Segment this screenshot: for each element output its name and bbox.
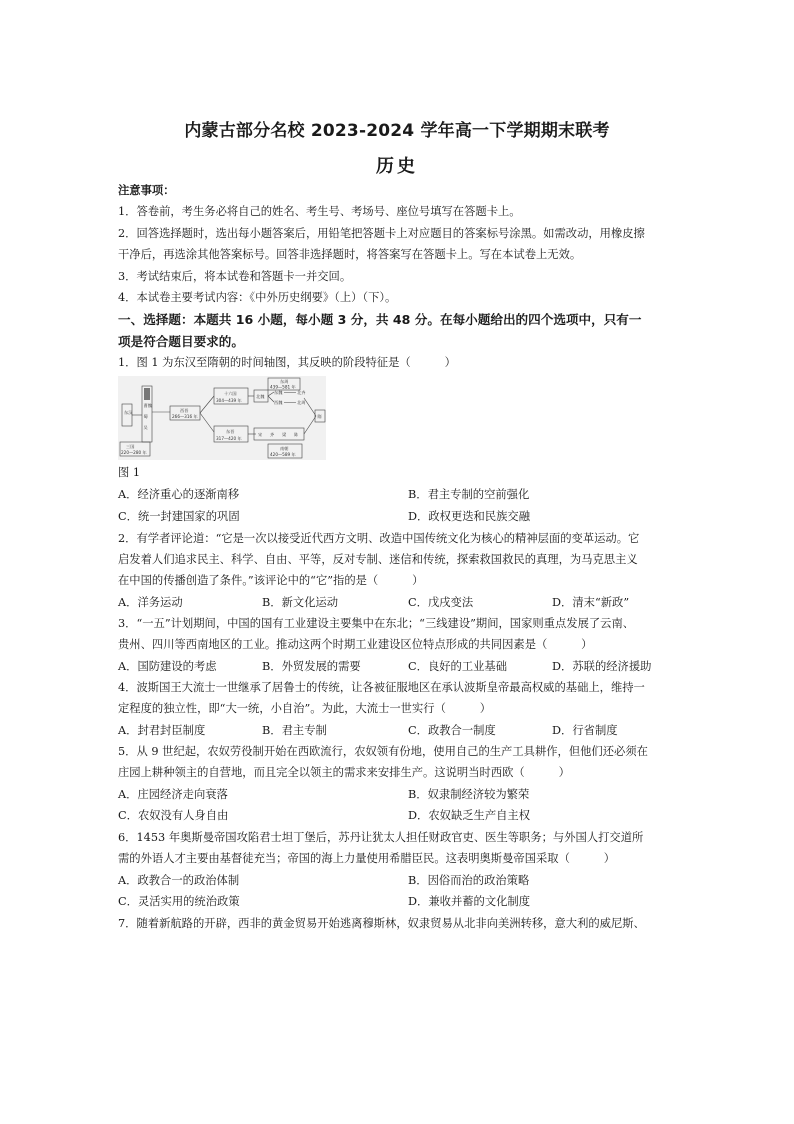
q4-option-b: B．君主专制 [262,724,327,737]
figure-label: 304—439 年 [216,398,242,403]
q3-option-a: A．国防建设的考虑 [118,660,217,673]
question-5-stem: 庄园上耕种领主的自营地，而且完全以领主的需求来安排生产。这说明当时西欧（ ） [118,766,570,779]
figure-label: 十六国 [224,391,237,396]
question-2-stem: 在中国的传播创造了条件。”该评论中的“它”指的是（ ） [118,574,424,587]
q2-option-a: A．洋务运动 [118,596,183,609]
figure-label: 隋 [317,414,322,419]
section-heading: 项是符合题目要求的。 [118,334,244,349]
figure-label: 陈 [294,432,299,437]
note-line: 2．回答选择题时，选出每小题答案后，用铅笔把答题卡上对应题目的答案标号涂黑。如需改动，用橡皮擦 [118,227,645,240]
q1-option-c: C．统一封建国家的巩固 [118,510,240,523]
q5-option-a: A．庄园经济走向衰落 [118,788,228,801]
figure-label: 北魏 [256,394,265,399]
question-3-stem: 3．“一五”计划期间，中国的国有工业建设主要集中在东北；“三线建设”期间，国家则重点发展了云南、 [118,617,635,630]
q2-option-b: B．新文化运动 [262,596,339,609]
notes-heading: 注意事项： [118,184,175,197]
q6-option-a: A．政教合一的政治体制 [118,874,240,887]
section-heading: 一、选择题：本题共 16 小题，每小题 3 分，共 48 分。在每小题给出的四个选项中，只有一 [118,312,642,327]
note-line: 干净后，再选涂其他答案标号。回答非选择题时，将答案写在答题卡上。写在本试卷上无效。 [118,248,582,261]
q2-option-d: D．清末“新政” [552,596,630,609]
figure-label: 南朝 [280,446,289,451]
figure-1-caption: 图 1 [118,466,141,479]
q1-option-d: D．政权更迭和民族交融 [408,510,531,523]
figure-label: 西魏 [274,400,283,405]
figure-label: 齐 [270,432,275,437]
figure-label: 北周 [297,400,306,405]
q2-option-c: C．戊戌变法 [408,596,474,609]
figure-label: 曹魏 [143,403,152,408]
figure-label: 东晋 [226,429,235,434]
figure-label: 266—316 年 [172,414,198,419]
question-3-stem: 贵州、四川等西南地区的工业。推动这两个时期工业建设区位特点形成的共同因素是（ ） [118,638,593,651]
q6-option-c: C．灵活实用的统治政策 [118,895,240,908]
figure-label: 三国 [126,444,135,449]
note-line: 1．答卷前，考生务必将自己的姓名、考生号、考场号、座位号填写在答题卡上。 [118,205,521,218]
q4-option-d: D．行省制度 [552,724,618,737]
exam-title: 内蒙古部分名校 2023-2024 学年高一下学期期末联考 [184,121,610,141]
figure-label: 439—581 年 [270,384,296,390]
question-2-stem: 2．有学者评论道：“它是一次以接受近代西方文明、改造中国传统文化为核心的精神层面的变革运动。它 [118,532,640,545]
question-6-stem: 6．1453 年奥斯曼帝国攻陷君士坦丁堡后，苏丹让犹太人担任财政官吏、医生等职务；与外国人打交道所 [118,831,644,844]
q5-option-d: D．农奴缺乏生产自主权 [408,809,531,822]
q3-option-c: C．良好的工业基础 [408,660,508,673]
figure-label: 220—280 年 [121,450,147,455]
question-1-stem: 1．图 1 为东汉至隋朝的时间轴图，其反映的阶段特征是（ ） [118,356,456,369]
figure-label: 西晋 [180,408,189,413]
q1-option-a: A．经济重心的逐渐南移 [118,488,240,501]
question-4-stem: 定程度的独立性，即“大一统，小自治”。为此，大流士一世实行（ ） [118,702,492,715]
note-line: 3．考试结束后，将本试卷和答题卡一并交回。 [118,270,352,283]
q5-option-c: C．农奴没有人身自由 [118,809,229,822]
question-7-stem: 7．随着新航路的开辟，西非的黄金贸易开始逃离穆斯林，奴隶贸易从北非向美洲转移，意大利的威尼斯、 [118,917,645,930]
figure-label: 东魏 [274,390,283,395]
figure-label: 蜀 [143,414,148,419]
figure-label: 东周 [280,379,289,384]
q3-option-d: D．苏联的经济援助 [552,660,652,673]
figure-label: 北齐 [297,390,306,395]
note-line: 4．本试卷主要考试内容：《中外历史纲要》（上）（下）。 [118,291,397,304]
question-2-stem: 启发着人们追求民主、科学、自由、平等，反对专制、迷信和传统，探索救国救民的真理，为马克思主义 [118,553,638,566]
figure-label: 420—589 年 [270,452,296,457]
q5-option-b: B．奴隶制经济较为繁荣 [408,788,530,801]
figure-1-timeline [118,376,326,460]
question-4-stem: 4．波斯国王大流士一世继承了居鲁士的传统，让各被征服地区在承认波斯皇帝最高权威的基础上，维持一 [118,681,645,694]
figure-label: 317—420 年 [216,436,242,441]
question-6-stem: 需的外语人才主要由基督徒充当；帝国的海上力量使用希腊臣民。这表明奥斯曼帝国采取（ ） [118,852,616,865]
figure-label: 东汉 [124,410,133,415]
q3-option-b: B．外贸发展的需要 [262,660,361,673]
q6-option-b: B．因俗而治的政治策略 [408,874,530,887]
figure-label: 宋 [258,432,263,437]
figure-label: 吴 [143,425,148,430]
q4-option-a: A．封君封臣制度 [118,724,206,737]
q6-option-d: D．兼收并蓄的文化制度 [408,895,531,908]
question-5-stem: 5．从 9 世纪起，农奴劳役制开始在西欧流行，农奴领有份地，使用自己的生产工具耕作，但他们还必须在 [118,745,648,758]
q1-option-b: B．君主专制的空前强化 [408,488,530,501]
exam-subject: 历史 [376,156,418,177]
figure-label: 梁 [282,432,287,437]
q4-option-c: C．政教合一制度 [408,724,496,737]
